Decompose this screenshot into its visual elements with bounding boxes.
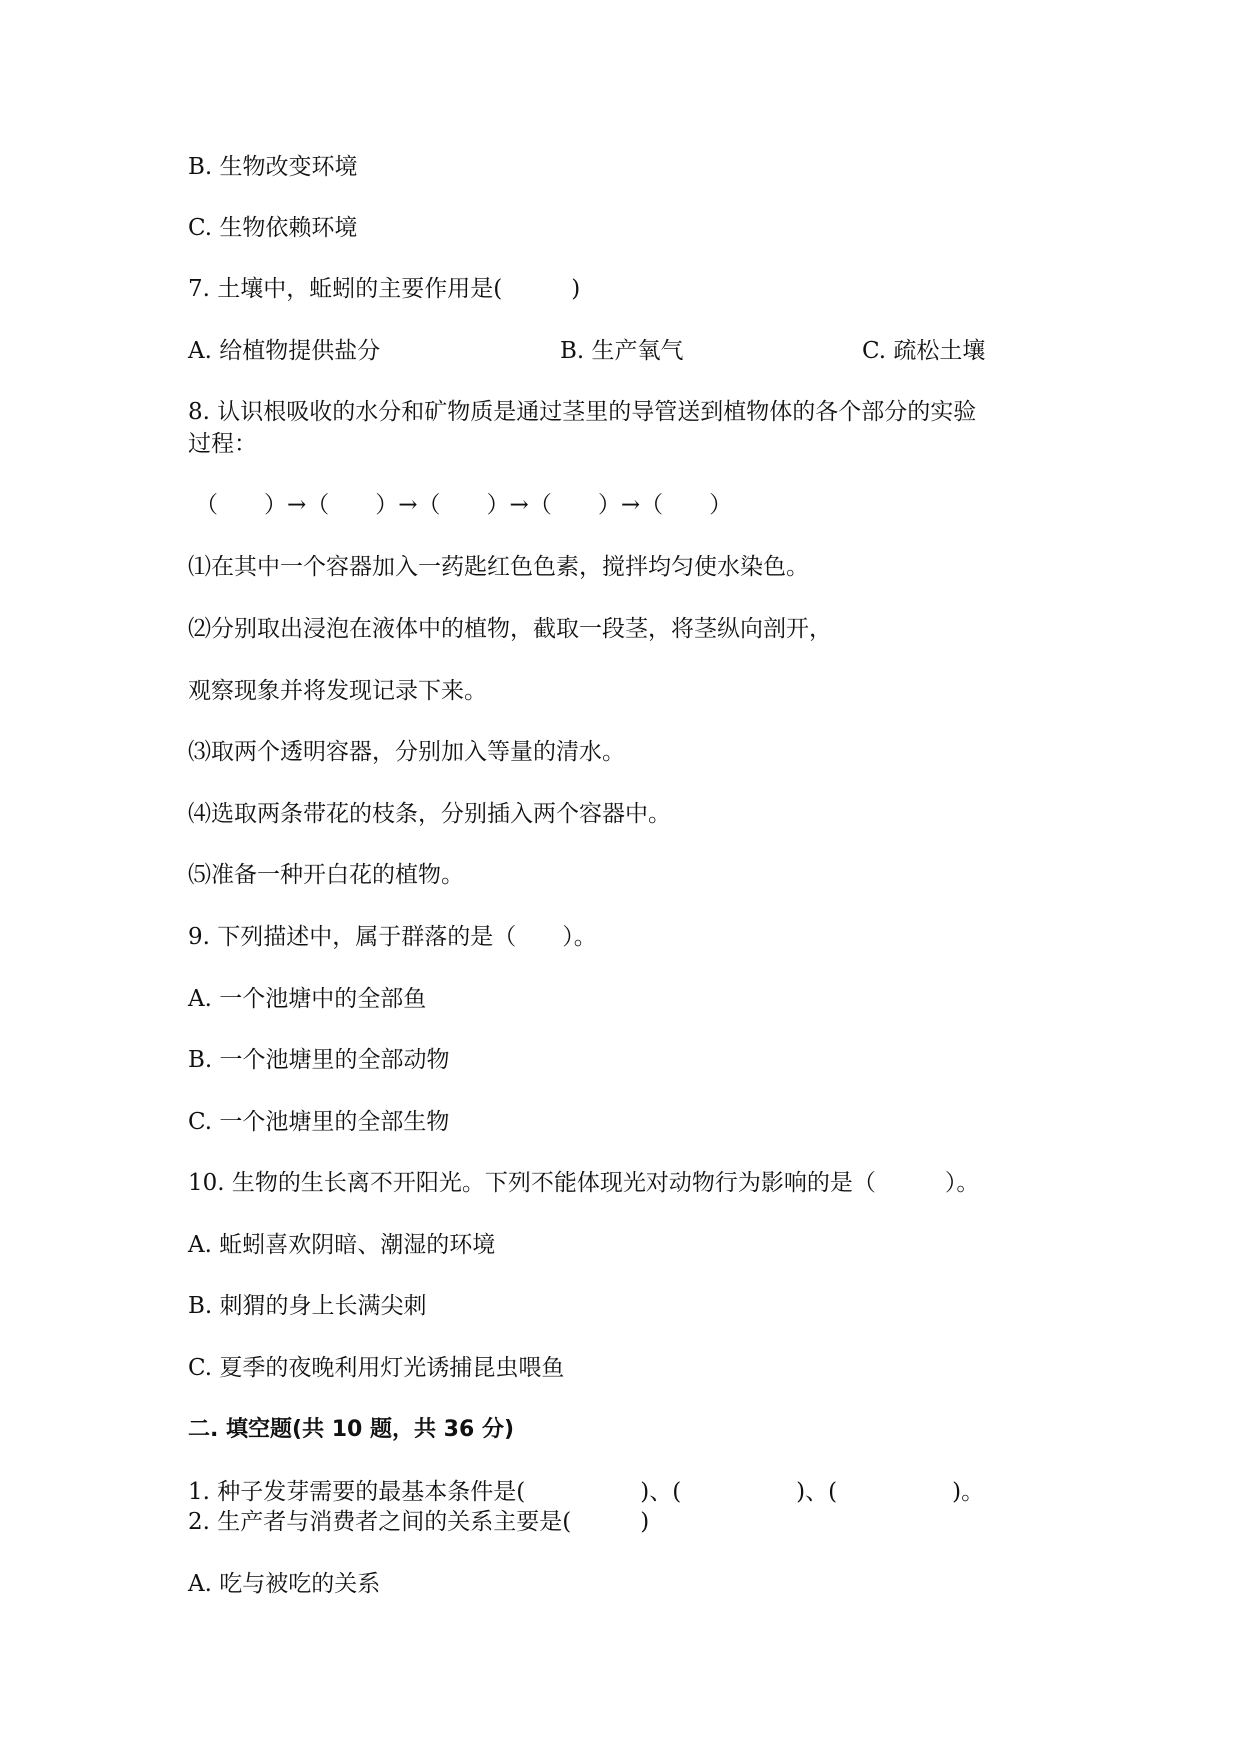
q6-option-b: B. 生物改变环境 bbox=[188, 154, 358, 180]
q9-option-a: A. 一个池塘中的全部鱼 bbox=[188, 986, 427, 1012]
q10-option-c: C. 夏季的夜晚利用灯光诱捕昆虫喂鱼 bbox=[188, 1355, 565, 1381]
fill2-stem: 2. 生产者与消费者之间的关系主要是( ) bbox=[188, 1509, 650, 1535]
q8-step-3: ⑶取两个透明容器，分别加入等量的清水。 bbox=[188, 739, 625, 765]
fill1-stem: 1. 种子发芽需要的最基本条件是( )、( )、( )。 bbox=[188, 1479, 985, 1505]
q8-step-4: ⑷选取两条带花的枝条，分别插入两个容器中。 bbox=[188, 801, 671, 827]
q9-option-b: B. 一个池塘里的全部动物 bbox=[188, 1047, 450, 1073]
q8-sequence: （ ）→（ ）→（ ）→（ ）→（ ） bbox=[195, 492, 733, 518]
fill2-option-a: A. 吃与被吃的关系 bbox=[188, 1571, 381, 1597]
q7-stem: 7. 土壤中，蚯蚓的主要作用是( ) bbox=[188, 276, 581, 302]
section-heading: 二. 填空题(共 10 题，共 36 分) bbox=[188, 1417, 514, 1442]
q9-stem: 9. 下列描述中，属于群落的是（ ）。 bbox=[188, 924, 597, 950]
q8-stem-line1: 8. 认识根吸收的水分和矿物质是通过茎里的导管送到植物体的各个部分的实验 bbox=[188, 399, 977, 425]
q8-stem-line2: 过程： bbox=[188, 431, 257, 457]
q8-step-2-line2: 观察现象并将发现记录下来。 bbox=[188, 678, 487, 704]
q10-stem: 10. 生物的生长离不开阳光。下列不能体现光对动物行为影响的是（ ）。 bbox=[188, 1170, 980, 1196]
q10-option-a: A. 蚯蚓喜欢阴暗、潮湿的环境 bbox=[188, 1232, 496, 1258]
q7-option-b: B. 生产氧气 bbox=[560, 338, 684, 364]
q6-option-c: C. 生物依赖环境 bbox=[188, 215, 358, 241]
q8-step-1: ⑴在其中一个容器加入一药匙红色色素，搅拌均匀使水染色。 bbox=[188, 554, 809, 580]
q9-option-c: C. 一个池塘里的全部生物 bbox=[188, 1109, 450, 1135]
q8-step-5: ⑸准备一种开白花的植物。 bbox=[188, 862, 464, 888]
q10-option-b: B. 刺猬的身上长满尖刺 bbox=[188, 1293, 427, 1319]
q7-option-a: A. 给植物提供盐分 bbox=[188, 338, 381, 364]
q7-option-c: C. 疏松土壤 bbox=[862, 338, 986, 364]
q8-step-2-line1: ⑵分别取出浸泡在液体中的植物，截取一段茎，将茎纵向剖开， bbox=[188, 616, 832, 642]
